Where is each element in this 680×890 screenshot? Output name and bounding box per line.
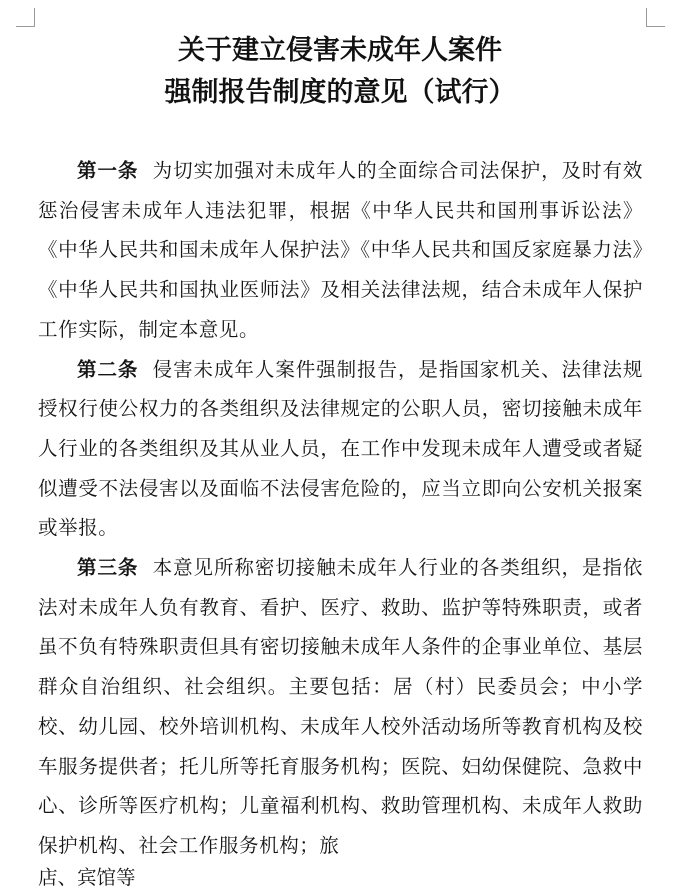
article-1-text: 为切实加强对未成年人的全面综合司法保护，及时有效惩治侵害未成年人违法犯罪，根据《中华人民共和国刑事诉讼法》《中华人民共和国未成年人保护法》《中华人民共和国反家庭暴力法》《中华人民共和国执业医师法》及相关法律法规，结合未成年人保护工作实际，制定本意见。 (38, 159, 643, 341)
article-2-paragraph (38, 350, 643, 549)
article-2-number: 第二条 (77, 357, 139, 381)
article-1-paragraph (38, 151, 643, 350)
article-3-number: 第三条 (77, 556, 139, 580)
document-title-line-2: 强制报告制度的意见（试行） (164, 77, 516, 108)
document-body (38, 151, 643, 866)
clipped-continuation-line: 店、宾馆等 (38, 866, 136, 889)
page-corner-mark-top-right (646, 8, 665, 27)
page-corner-mark-top-left (16, 8, 35, 27)
document-title-line-1: 关于建立侵害未成年人案件 (178, 35, 502, 66)
article-2-text: 侵害未成年人案件强制报告，是指国家机关、法律法规授权行使公权力的各类组织及法律规定的公职人员，密切接触未成年人行业的各类组织及其从业人员，在工作中发现未成年人遭受或者疑似遭受不法侵害以及面临不法侵害危险的，应当立即向公安机关报案或举报。 (38, 357, 643, 540)
article-3-text: 本意见所称密切接触未成年人行业的各类组织，是指依法对未成年人负有教育、看护、医疗、救助、监护等特殊职责，或者虽不负有特殊职责但具有密切接触未成年人条件的企事业单位、基层群众自治组织、社会组织。主要包括：居（村）民委员会；中小学校、幼儿园、校外培训机构、未成年人校外活动场所等教育机构及校车服务提供者；托儿所等托育服务机构；医院、妇幼保健院、急救中心、诊所等医疗机构；儿童福利机构、救助管理机构、未成年人救助保护机构、社会工作服务机构；旅 (38, 556, 643, 857)
document-title (0, 30, 680, 114)
article-3-paragraph (38, 548, 643, 866)
article-1-number: 第一条 (77, 159, 139, 182)
